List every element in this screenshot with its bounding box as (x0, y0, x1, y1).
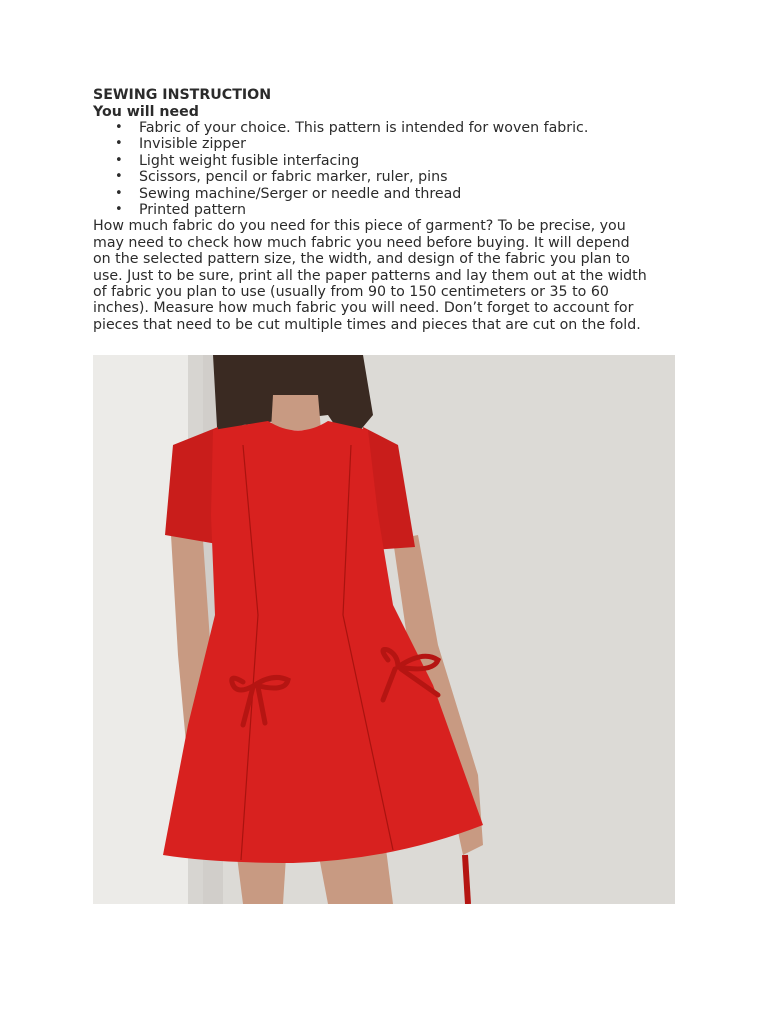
paragraph-line: pieces that need to be cut multiple times and pieces that are cut on the fold. (93, 316, 641, 333)
list-item: • Light weight fusible interfacing (139, 153, 683, 169)
section-heading: You will need (93, 103, 199, 120)
list-item: • Invisible zipper (139, 136, 683, 152)
supplies-list (93, 120, 683, 218)
list-item: • Scissors, pencil or fabric marker, ruler, pins (139, 169, 683, 185)
document-body (93, 87, 683, 333)
list-item: • Fabric of your choice. This pattern is intended for woven fabric. (139, 120, 683, 136)
list-item: • Sewing machine/Serger or needle and thread (139, 186, 683, 202)
red-dress-illustration (93, 355, 675, 904)
list-item: • Printed pattern (139, 202, 683, 218)
paragraph-line: of fabric you plan to use (usually from 90 to 150 centimeters or 35 to 60 (93, 284, 609, 301)
dress-photo (93, 355, 675, 904)
paragraph-line: inches). Measure how much fabric you will need. Don’t forget to account for (93, 300, 634, 317)
paragraph-line: may need to check how much fabric you need before buying. It will depend (93, 234, 630, 251)
document-title: SEWING INSTRUCTION (93, 87, 272, 103)
paragraph-line: How much fabric do you need for this piece of garment? To be precise, you (93, 218, 626, 235)
paragraph-line: on the selected pattern size, the width, and design of the fabric you plan to (93, 251, 630, 268)
paragraph-line: use. Just to be sure, print all the paper patterns and lay them out at the width (93, 267, 647, 284)
fabric-paragraph (93, 218, 683, 333)
